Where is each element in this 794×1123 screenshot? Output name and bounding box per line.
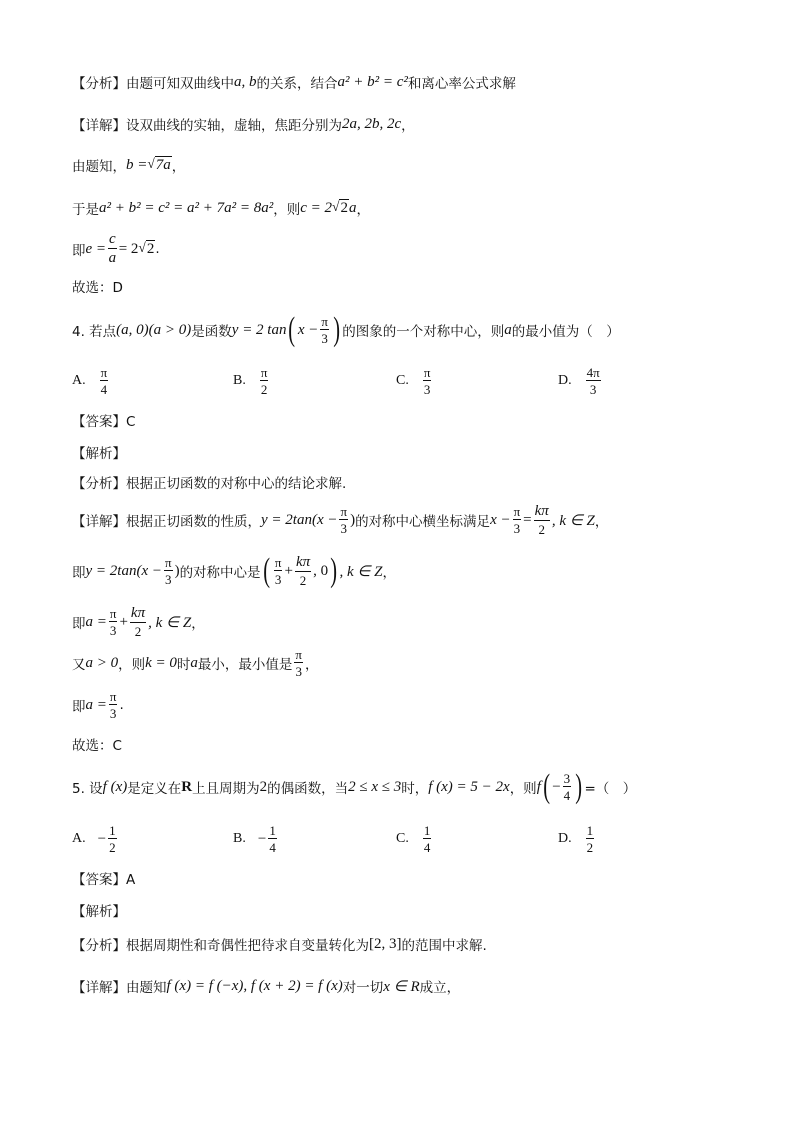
q4-option-d[interactable]: D. $\frac{4\pi}{3}$ xyxy=(558,365,600,397)
q4-detail-3: 即 a = $\frac{\pi}{3}$ + $\frac{k\pi}{2}$ , k ∈ Z ， xyxy=(72,605,205,639)
q4-option-b[interactable]: B. $\frac{\pi}{2}$ xyxy=(233,365,268,397)
q5-stem: 5. 设 f (x) 是定义在 R 上且周期为 2 的偶函数，当 2 ≤ x ≤ 3 时， f (x) = 5 − 2x ，则 f ( − $\frac{3}{4}$ ) =（ ） xyxy=(72,768,637,805)
q4-detail-1: 【详解】根据正切函数的性质， y = 2tan(x − $\frac{\pi}{3}$ ) 的对称中心横坐标满足 x − $\frac{\pi}{3}$ = $\frac{k\pi}{2}$ , k ∈ Z ， xyxy=(72,503,609,537)
q3-analysis: 【分析】 由题可知双曲线中 a, b 的关系，结合 a² + b² = c² 和离心率公式求解 xyxy=(72,73,516,92)
q3-answer: 故选：D xyxy=(72,280,123,296)
q3-detail: 【详解】 设双曲线的实轴，虚轴，焦距分别为 2a, 2b, 2c ， xyxy=(72,115,415,134)
q4-jiexi: 【解析】 xyxy=(72,446,126,462)
q3-given: 由题知， b = √ 7a ， xyxy=(72,156,186,175)
q5-option-a[interactable]: A. − $\frac{1}{2}$ xyxy=(72,823,116,855)
q4-detail-2: 即 y = 2tan(x − $\frac{\pi}{3}$ ) 的对称中心是 ( $\frac{\pi}{3}$ + $\frac{k\pi}{2}$ , 0 ) , k ∈ Z ， xyxy=(72,552,397,589)
q5-jiexi: 【解析】 xyxy=(72,904,126,920)
analysis-tag: 【分析】 xyxy=(72,76,126,92)
fraction: $\frac{c}{a}$ xyxy=(108,231,117,266)
q4-analysis: 【分析】根据正切函数的对称中心的结论求解. xyxy=(72,476,347,492)
q4-stem: 4. 若点 (a, 0)(a > 0) 是函数 y = 2 tan ( x − $\frac{\pi}{3}$ ) 的图象的一个对称中心，则 a 的最小值为（ ） xyxy=(72,311,620,348)
q4-answer-line: 【答案】C xyxy=(72,414,136,430)
q3-derivation: 于是 a² + b² = c² = a² + 7a² = 8a² ，则 c = 2 √ 2 a ， xyxy=(72,199,370,218)
fraction: $\frac{\pi}{3}$ xyxy=(321,314,328,346)
q4-option-c[interactable]: C. $\frac{\pi}{3}$ xyxy=(396,365,431,397)
sqrt-expr: √ 7a xyxy=(147,156,171,173)
sqrt-expr: √ 2 xyxy=(138,240,155,257)
q5-option-b[interactable]: B. − $\frac{1}{4}$ xyxy=(233,823,276,855)
q3-eccentricity: 即 e = $\frac{c}{a}$ = 2 √ 2 . xyxy=(72,231,160,266)
q4-detail-4: 又 a > 0 ，则 k = 0 时 a 最小，最小值是 $\frac{\pi}{3}$ ， xyxy=(72,647,319,679)
q5-analysis: 【分析】根据周期性和奇偶性把待求自变量转化为 [2, 3] 的范围中求解. xyxy=(72,935,487,954)
sqrt-expr: √ 2 xyxy=(332,199,348,216)
q4-option-a[interactable]: A. $\frac{\pi}{4}$ xyxy=(72,365,108,397)
q4-answer: 故选：C xyxy=(72,738,122,754)
q4-detail-5: 即 a = $\frac{\pi}{3}$ . xyxy=(72,689,124,721)
q5-detail: 【详解】由题知 f (x) = f (−x), f (x + 2) = f (x) 对一切 x ∈ R 成立， xyxy=(72,977,461,996)
q5-option-d[interactable]: D. $\frac{1}{2}$ xyxy=(558,823,594,855)
q5-option-c[interactable]: C. $\frac{1}{4}$ xyxy=(396,823,431,855)
detail-tag: 【详解】 xyxy=(72,118,126,134)
q5-answer-line: 【答案】A xyxy=(72,872,136,888)
